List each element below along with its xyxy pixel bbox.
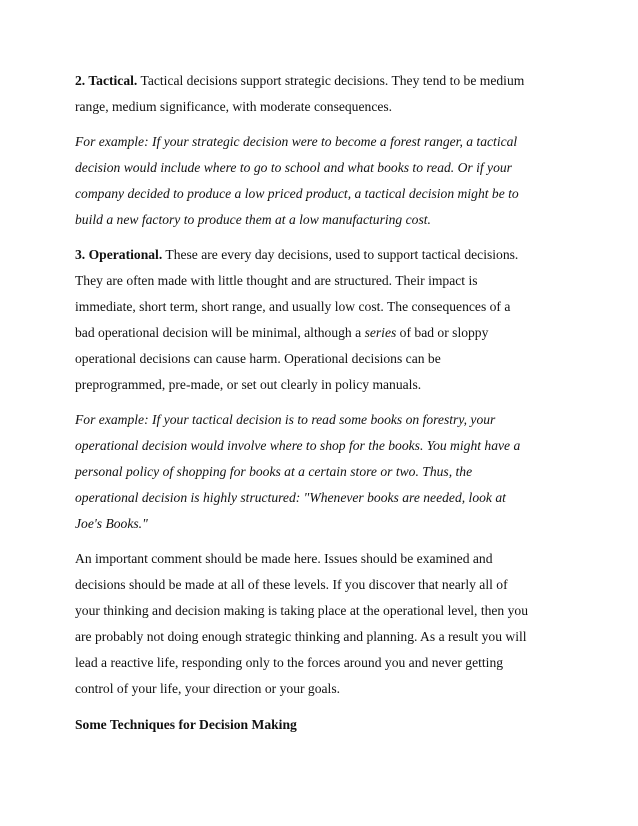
section-heading: Some Techniques for Decision Making xyxy=(75,717,297,732)
text-line: For example: If your tactical decision is to read some books on forestry, your xyxy=(75,412,496,427)
text-line: operational decision would involve where to shop for the books. You might have a xyxy=(75,438,521,453)
text-line: company decided to produce a low priced product, a tactical decision might be to xyxy=(75,186,519,201)
text-line: operational decision is highly structured: "Whenever books are needed, look at xyxy=(75,490,506,505)
text-line: decisions should be made at all of these levels. If you discover that nearly all of xyxy=(75,577,508,592)
text-line: your thinking and decision making is taking place at the operational level, then you xyxy=(75,603,529,618)
text-line: control of your life, your direction or your goals. xyxy=(75,681,341,696)
text-line: They are often made with little thought and are structured. Their impact is xyxy=(75,273,478,288)
text-line: are probably not doing enough strategic thinking and planning. As a result you will xyxy=(75,629,527,644)
comment-paragraph xyxy=(75,546,571,702)
operational-example-paragraph xyxy=(75,407,571,537)
text-line: For example: If your strategic decision were to become a forest ranger, a tactical xyxy=(75,134,518,149)
text-line: build a new factory to produce them at a low manufacturing cost. xyxy=(75,212,431,227)
text-line: 3. Operational. These are every day decisions, used to support tactical decisions. xyxy=(75,247,519,262)
text-line: Joe's Books." xyxy=(75,516,148,531)
text-line: bad operational decision will be minimal, although a series of bad or sloppy xyxy=(75,325,489,340)
text-line: personal policy of shopping for books at a certain store or two. Thus, the xyxy=(75,464,473,479)
text-line: preprogrammed, pre-made, or set out clearly in policy manuals. xyxy=(75,377,422,392)
document-page xyxy=(75,68,571,747)
text-line: An important comment should be made here. Issues should be examined and xyxy=(75,551,493,566)
text-line: decision would include where to go to school and what books to read. Or if your xyxy=(75,160,512,175)
tactical-paragraph xyxy=(75,68,571,120)
tactical-lead: 2. Tactical. xyxy=(75,73,138,88)
emphasis-series: series xyxy=(364,325,397,340)
text-line: range, medium significance, with moderate consequences. xyxy=(75,99,393,114)
text-line: 2. Tactical. Tactical decisions support strategic decisions. They tend to be medium xyxy=(75,73,525,88)
tactical-example-paragraph xyxy=(75,129,571,233)
text-line: lead a reactive life, responding only to the forces around you and never getting xyxy=(75,655,504,670)
operational-lead: 3. Operational. xyxy=(75,247,163,262)
operational-paragraph xyxy=(75,242,571,398)
text-line: operational decisions can cause harm. Operational decisions can be xyxy=(75,351,441,366)
text-line: immediate, short term, short range, and usually low cost. The consequences of a xyxy=(75,299,511,314)
